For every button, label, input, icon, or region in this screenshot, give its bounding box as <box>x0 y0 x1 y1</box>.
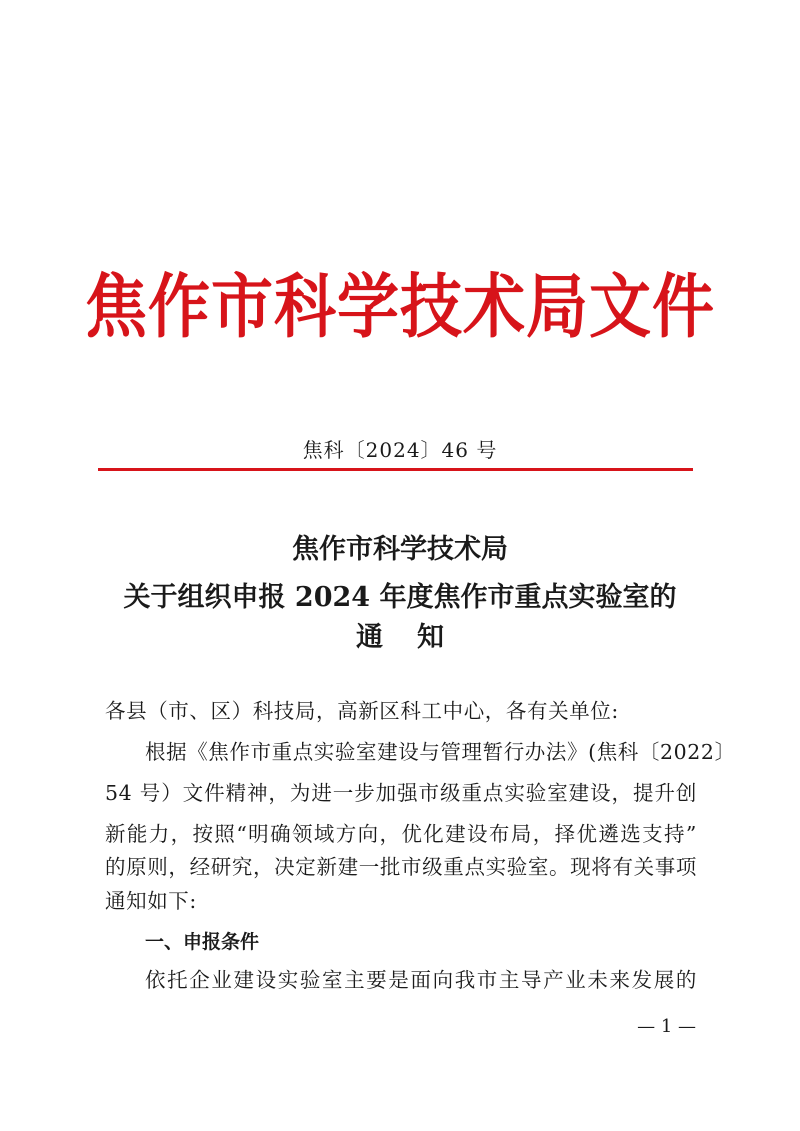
salutation: 各县（市、区）科技局，高新区科工中心，各有关单位: <box>105 699 619 723</box>
red-separator-line <box>98 468 693 471</box>
document-masthead: 焦作市科学技术局文件 <box>84 265 715 348</box>
paragraph-line: 新能力，按照“明确领域方向，优化建设布局，择优遴选支持” <box>105 822 697 846</box>
paragraph-line: 的原则，经研究，决定新建一批市级重点实验室。现将有关事项 <box>105 855 697 879</box>
section-heading: 一、申报条件 <box>145 931 260 953</box>
paragraph-line: 根据《焦作市重点实验室建设与管理暂行办法》(焦科〔2022〕 <box>145 740 736 764</box>
document-number: 焦科〔2024〕46 号 <box>302 438 498 462</box>
title-line-2: 关于组织申报 2024 年度焦作市重点实验室的 <box>123 582 677 613</box>
paragraph-line: 通知如下: <box>105 889 197 913</box>
page-number: — 1 — <box>637 1016 696 1037</box>
title-line-1: 焦作市科学技术局 <box>292 534 508 565</box>
title-line-3: 通知 <box>356 622 478 653</box>
paragraph-line: 54 号）文件精神，为进一步加强市级重点实验室建设，提升创 <box>105 781 697 805</box>
paragraph-line: 依托企业建设实验室主要是面向我市主导产业未来发展的 <box>145 968 697 992</box>
